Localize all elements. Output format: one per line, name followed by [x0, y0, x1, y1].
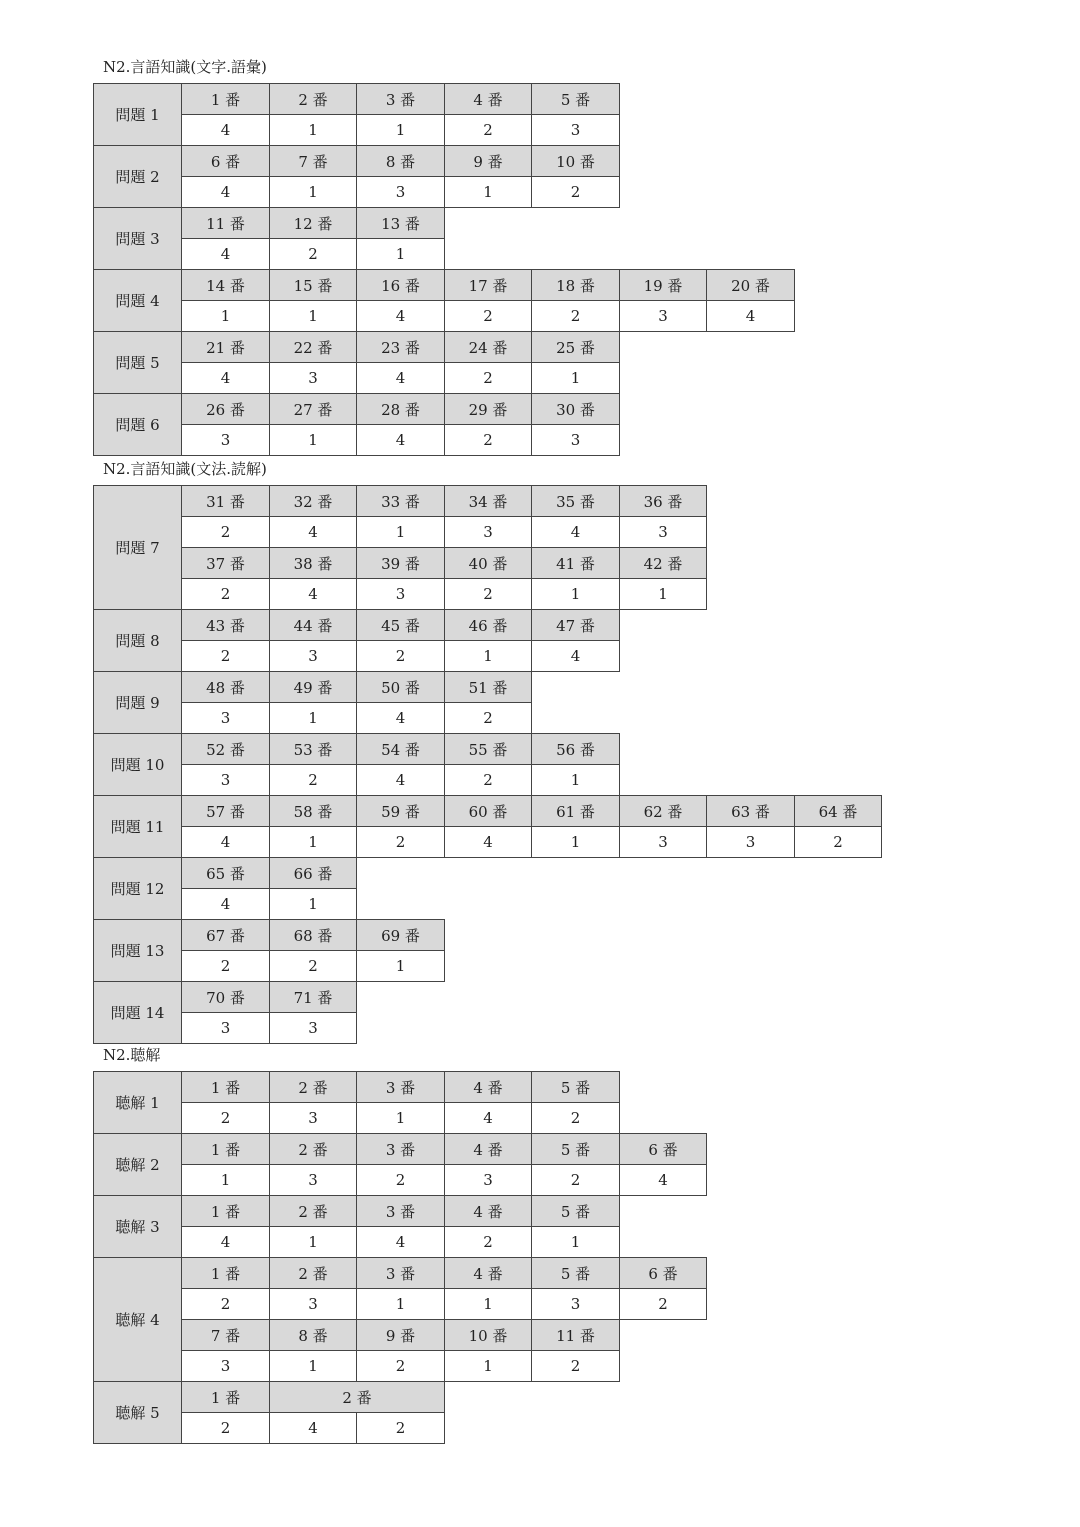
- question-number-header: 2 番: [269, 1195, 357, 1227]
- question-number-header: 39 番: [356, 547, 445, 579]
- question-number-header: 5 番: [531, 1071, 620, 1103]
- question-number-header: 51 番: [444, 671, 532, 703]
- question-number-header: 9 番: [356, 1319, 445, 1351]
- question-number-header: 7 番: [269, 145, 357, 177]
- answer-cell: 3: [531, 1288, 620, 1320]
- question-number-header: 7 番: [181, 1319, 270, 1351]
- question-number-header: 33 番: [356, 485, 445, 517]
- question-number-header: 43 番: [181, 609, 270, 641]
- answer-cell: 4: [269, 1412, 357, 1444]
- answer-cell: 3: [181, 1350, 270, 1382]
- answer-cell: 4: [181, 888, 270, 920]
- question-number-header: 4 番: [444, 1133, 532, 1165]
- question-group-label: 問題 12: [93, 857, 182, 920]
- answer-cell: 3: [269, 1012, 357, 1044]
- answer-cell: 4: [356, 424, 445, 456]
- answer-cell: 2: [531, 300, 620, 332]
- question-number-header: 16 番: [356, 269, 445, 301]
- answer-cell: 3: [269, 362, 357, 394]
- question-number-header: 23 番: [356, 331, 445, 363]
- answer-cell: 2: [356, 1412, 445, 1444]
- answer-cell: 1: [356, 516, 445, 548]
- question-number-header: 66 番: [269, 857, 357, 889]
- answer-cell: 4: [356, 702, 445, 734]
- question-number-header: 52 番: [181, 733, 270, 765]
- question-group-label: 聴解 4: [93, 1257, 182, 1382]
- question-number-header: 60 番: [444, 795, 532, 827]
- answer-cell: 2: [794, 826, 882, 858]
- answer-cell: 3: [444, 1164, 532, 1196]
- answer-cell: 1: [356, 950, 445, 982]
- answer-cell: 1: [356, 238, 445, 270]
- question-number-header: 3 番: [356, 83, 445, 115]
- question-number-header: 11 番: [181, 207, 270, 239]
- question-number-header: 36 番: [619, 485, 707, 517]
- question-number-header: 4 番: [444, 1071, 532, 1103]
- question-number-header: 5 番: [531, 1133, 620, 1165]
- question-number-header: 1 番: [181, 1195, 270, 1227]
- question-number-header: 8 番: [269, 1319, 357, 1351]
- question-number-header: 14 番: [181, 269, 270, 301]
- answer-cell: 4: [181, 1226, 270, 1258]
- question-number-header: 68 番: [269, 919, 357, 951]
- question-number-header: 40 番: [444, 547, 532, 579]
- question-group-label: 聴解 5: [93, 1381, 182, 1444]
- answer-cell: 2: [531, 1102, 620, 1134]
- question-number-header: 1 番: [181, 1071, 270, 1103]
- section-title: N2.言語知識(文字.語彙): [103, 58, 267, 76]
- answer-cell: 4: [181, 176, 270, 208]
- question-number-header: 3 番: [356, 1257, 445, 1289]
- question-number-header: 2 番: [269, 1257, 357, 1289]
- question-number-header: 2 番: [269, 1381, 445, 1413]
- question-number-header: 54 番: [356, 733, 445, 765]
- answer-cell: 2: [444, 764, 532, 796]
- answer-cell: 2: [531, 1350, 620, 1382]
- question-number-header: 61 番: [531, 795, 620, 827]
- answer-cell: 4: [619, 1164, 707, 1196]
- question-number-header: 70 番: [181, 981, 270, 1013]
- section-title: N2.言語知識(文法.読解): [103, 460, 267, 478]
- question-number-header: 22 番: [269, 331, 357, 363]
- question-number-header: 35 番: [531, 485, 620, 517]
- answer-cell: 2: [356, 1350, 445, 1382]
- question-number-header: 71 番: [269, 981, 357, 1013]
- question-number-header: 59 番: [356, 795, 445, 827]
- question-number-header: 31 番: [181, 485, 270, 517]
- question-group-label: 聴解 2: [93, 1133, 182, 1196]
- answer-cell: 2: [181, 1102, 270, 1134]
- answer-cell: 3: [181, 424, 270, 456]
- answer-cell: 3: [444, 516, 532, 548]
- question-group-label: 問題 7: [93, 485, 182, 610]
- question-group-label: 問題 2: [93, 145, 182, 208]
- answer-cell: 2: [444, 300, 532, 332]
- answer-cell: 3: [269, 1288, 357, 1320]
- question-number-header: 5 番: [531, 83, 620, 115]
- answer-cell: 1: [444, 176, 532, 208]
- question-group-label: 問題 6: [93, 393, 182, 456]
- question-number-header: 27 番: [269, 393, 357, 425]
- question-group-label: 問題 8: [93, 609, 182, 672]
- answer-cell: 4: [444, 1102, 532, 1134]
- answer-cell: 2: [356, 1164, 445, 1196]
- question-number-header: 15 番: [269, 269, 357, 301]
- answer-cell: 2: [269, 764, 357, 796]
- answer-cell: 3: [356, 176, 445, 208]
- question-number-header: 45 番: [356, 609, 445, 641]
- answer-cell: 4: [181, 238, 270, 270]
- question-number-header: 30 番: [531, 393, 620, 425]
- answer-cell: 1: [181, 300, 270, 332]
- answer-cell: 4: [444, 826, 532, 858]
- question-number-header: 11 番: [531, 1319, 620, 1351]
- answer-cell: 3: [531, 114, 620, 146]
- answer-cell: 1: [356, 114, 445, 146]
- answer-cell: 1: [269, 1350, 357, 1382]
- question-number-header: 55 番: [444, 733, 532, 765]
- answer-cell: 1: [269, 888, 357, 920]
- question-number-header: 8 番: [356, 145, 445, 177]
- question-number-header: 19 番: [619, 269, 707, 301]
- question-number-header: 50 番: [356, 671, 445, 703]
- answer-cell: 1: [619, 578, 707, 610]
- question-number-header: 2 番: [269, 83, 357, 115]
- answer-cell: 1: [531, 578, 620, 610]
- question-group-label: 問題 13: [93, 919, 182, 982]
- answer-cell: 3: [181, 702, 270, 734]
- answer-cell: 2: [356, 826, 445, 858]
- answer-cell: 4: [181, 114, 270, 146]
- answer-cell: 3: [356, 578, 445, 610]
- question-number-header: 48 番: [181, 671, 270, 703]
- question-number-header: 53 番: [269, 733, 357, 765]
- answer-cell: 4: [269, 578, 357, 610]
- question-number-header: 29 番: [444, 393, 532, 425]
- question-number-header: 4 番: [444, 1257, 532, 1289]
- question-number-header: 10 番: [531, 145, 620, 177]
- question-number-header: 46 番: [444, 609, 532, 641]
- question-number-header: 37 番: [181, 547, 270, 579]
- question-number-header: 24 番: [444, 331, 532, 363]
- answer-cell: 4: [181, 826, 270, 858]
- question-group-label: 問題 10: [93, 733, 182, 796]
- answer-cell: 2: [181, 578, 270, 610]
- answer-cell: 1: [269, 424, 357, 456]
- question-group-label: 問題 5: [93, 331, 182, 394]
- answer-cell: 1: [181, 1164, 270, 1196]
- question-number-header: 3 番: [356, 1071, 445, 1103]
- question-number-header: 57 番: [181, 795, 270, 827]
- answer-cell: 1: [531, 362, 620, 394]
- answer-cell: 3: [619, 516, 707, 548]
- answer-cell: 4: [356, 300, 445, 332]
- section-title: N2.聴解: [103, 1046, 161, 1064]
- question-group-label: 聴解 1: [93, 1071, 182, 1134]
- question-number-header: 4 番: [444, 83, 532, 115]
- question-group-label: 問題 14: [93, 981, 182, 1044]
- question-number-header: 64 番: [794, 795, 882, 827]
- question-group-label: 問題 1: [93, 83, 182, 146]
- answer-cell: 2: [181, 516, 270, 548]
- answer-cell: 2: [444, 362, 532, 394]
- question-number-header: 62 番: [619, 795, 707, 827]
- question-number-header: 9 番: [444, 145, 532, 177]
- answer-cell: 4: [356, 764, 445, 796]
- answer-cell: 3: [269, 640, 357, 672]
- answer-cell: 3: [181, 764, 270, 796]
- answer-cell: 1: [269, 114, 357, 146]
- answer-cell: 3: [269, 1164, 357, 1196]
- question-group-label: 問題 9: [93, 671, 182, 734]
- answer-cell: 3: [181, 1012, 270, 1044]
- answer-cell: 4: [269, 516, 357, 548]
- question-number-header: 1 番: [181, 1133, 270, 1165]
- question-number-header: 5 番: [531, 1195, 620, 1227]
- answer-cell: 1: [444, 640, 532, 672]
- answer-cell: 2: [444, 702, 532, 734]
- question-number-header: 6 番: [619, 1257, 707, 1289]
- question-number-header: 67 番: [181, 919, 270, 951]
- question-number-header: 1 番: [181, 83, 270, 115]
- answer-cell: 2: [444, 114, 532, 146]
- answer-cell: 1: [356, 1102, 445, 1134]
- answer-cell: 1: [269, 300, 357, 332]
- question-group-label: 問題 4: [93, 269, 182, 332]
- question-number-header: 25 番: [531, 331, 620, 363]
- answer-cell: 3: [619, 826, 707, 858]
- answer-cell: 4: [531, 640, 620, 672]
- answer-cell: 4: [356, 1226, 445, 1258]
- answer-cell: 3: [706, 826, 795, 858]
- question-number-header: 12 番: [269, 207, 357, 239]
- answer-cell: 2: [269, 238, 357, 270]
- question-number-header: 18 番: [531, 269, 620, 301]
- answer-cell: 2: [531, 176, 620, 208]
- answer-cell: 1: [531, 764, 620, 796]
- question-number-header: 42 番: [619, 547, 707, 579]
- answer-cell: 3: [619, 300, 707, 332]
- question-group-label: 聴解 3: [93, 1195, 182, 1258]
- question-number-header: 38 番: [269, 547, 357, 579]
- answer-cell: 2: [181, 1288, 270, 1320]
- answer-cell: 1: [531, 826, 620, 858]
- question-number-header: 49 番: [269, 671, 357, 703]
- question-number-header: 3 番: [356, 1133, 445, 1165]
- question-number-header: 21 番: [181, 331, 270, 363]
- answer-cell: 1: [444, 1288, 532, 1320]
- question-number-header: 63 番: [706, 795, 795, 827]
- question-number-header: 3 番: [356, 1195, 445, 1227]
- answer-cell: 2: [444, 578, 532, 610]
- question-number-header: 65 番: [181, 857, 270, 889]
- answer-cell: 3: [531, 424, 620, 456]
- answer-cell: 2: [619, 1288, 707, 1320]
- answer-cell: 2: [181, 950, 270, 982]
- answer-cell: 2: [444, 1226, 532, 1258]
- question-number-header: 1 番: [181, 1381, 270, 1413]
- answer-cell: 1: [531, 1226, 620, 1258]
- question-number-header: 10 番: [444, 1319, 532, 1351]
- question-number-header: 41 番: [531, 547, 620, 579]
- question-number-header: 6 番: [181, 145, 270, 177]
- answer-cell: 1: [356, 1288, 445, 1320]
- answer-cell: 1: [269, 702, 357, 734]
- question-group-label: 問題 3: [93, 207, 182, 270]
- question-number-header: 2 番: [269, 1071, 357, 1103]
- question-number-header: 13 番: [356, 207, 445, 239]
- answer-cell: 4: [181, 362, 270, 394]
- answer-cell: 2: [269, 950, 357, 982]
- answer-cell: 1: [269, 176, 357, 208]
- question-number-header: 47 番: [531, 609, 620, 641]
- question-number-header: 58 番: [269, 795, 357, 827]
- answer-cell: 4: [356, 362, 445, 394]
- question-number-header: 17 番: [444, 269, 532, 301]
- question-number-header: 2 番: [269, 1133, 357, 1165]
- question-number-header: 26 番: [181, 393, 270, 425]
- question-number-header: 1 番: [181, 1257, 270, 1289]
- question-number-header: 44 番: [269, 609, 357, 641]
- answer-cell: 4: [531, 516, 620, 548]
- answer-cell: 1: [269, 826, 357, 858]
- answer-cell: 1: [269, 1226, 357, 1258]
- question-number-header: 69 番: [356, 919, 445, 951]
- question-group-label: 問題 11: [93, 795, 182, 858]
- question-number-header: 5 番: [531, 1257, 620, 1289]
- question-number-header: 34 番: [444, 485, 532, 517]
- answer-cell: 2: [356, 640, 445, 672]
- question-number-header: 4 番: [444, 1195, 532, 1227]
- answer-cell: 2: [181, 1412, 270, 1444]
- answer-cell: 3: [269, 1102, 357, 1134]
- question-number-header: 28 番: [356, 393, 445, 425]
- answer-cell: 4: [706, 300, 795, 332]
- answer-cell: 2: [181, 640, 270, 672]
- question-number-header: 32 番: [269, 485, 357, 517]
- answer-cell: 1: [444, 1350, 532, 1382]
- question-number-header: 56 番: [531, 733, 620, 765]
- answer-cell: 2: [531, 1164, 620, 1196]
- question-number-header: 20 番: [706, 269, 795, 301]
- answer-cell: 2: [444, 424, 532, 456]
- question-number-header: 6 番: [619, 1133, 707, 1165]
